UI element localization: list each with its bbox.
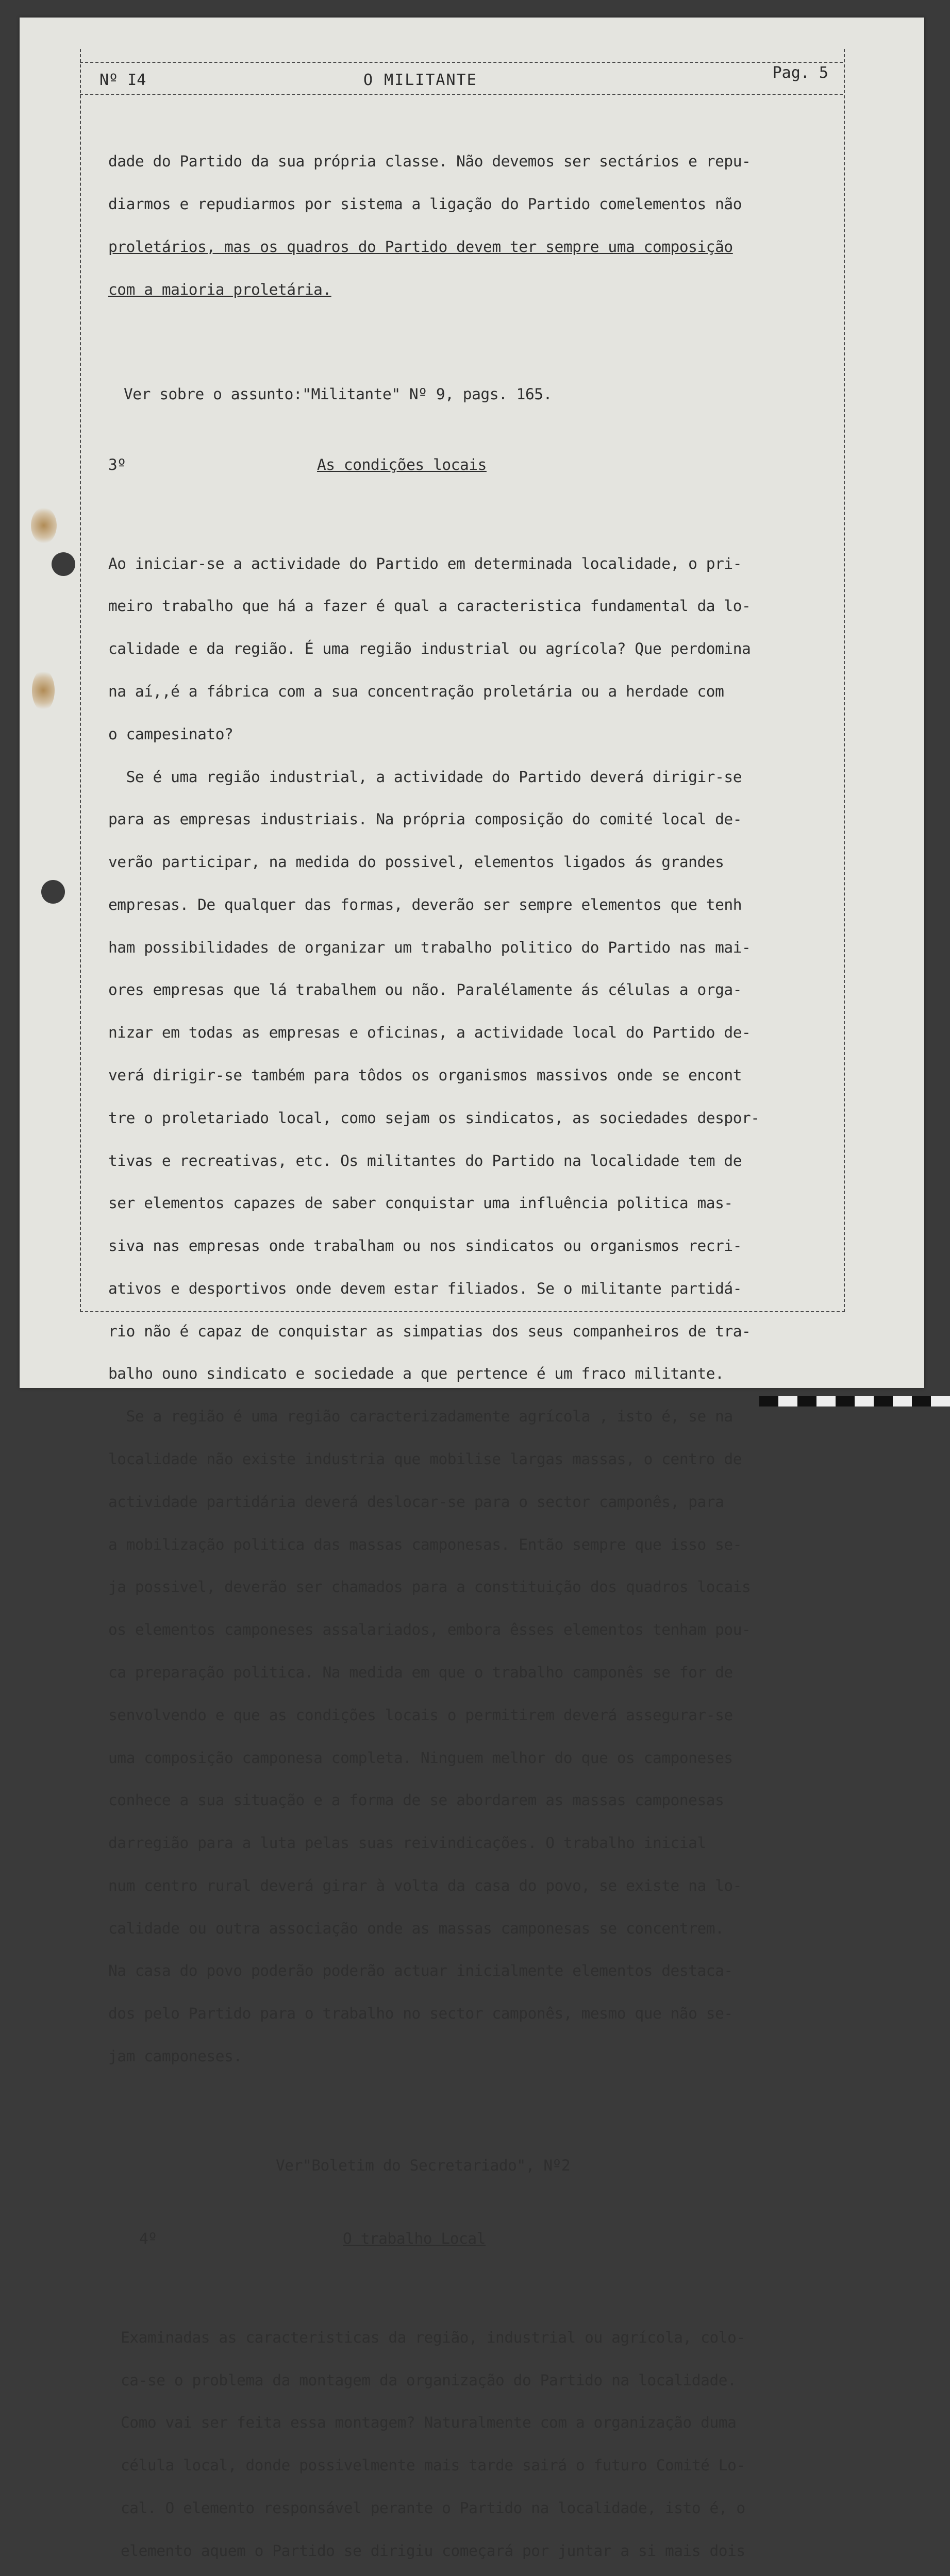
text-line: na aí,,é a fábrica com a sua concentração proletária ou a herdade com [108,682,724,700]
text-line: Ao iniciar-se a actividade do Partido em determinada localidade, o pri- [108,554,742,572]
text-line: dade do Partido da sua própria classe. Não devemos ser sectários e repu- [108,152,751,171]
text-line: Se é uma região industrial, a actividade do Partido deverá dirigir-se [108,768,742,786]
section-heading [108,2226,851,2250]
text-line: para as empresas industriais. Na própria composição do comité local de- [108,810,742,828]
text-line: verão participar, na medida do possivel, elementos ligados ás grandes [108,853,724,871]
text-line: célula local, donde possivelmente mais tarde sairá o futuro Comité Lo- [121,2456,745,2475]
section-title: O trabalho Local [343,2229,486,2247]
reference-note: Ver sobre o assunto:"Militante" Nº 9, pags. 165. [124,385,552,403]
page-header [80,62,843,95]
text-line: os elementos camponeses assalariados, embora êsses elementos tenham pou- [108,1621,751,1639]
text-line: actividade partidária deverá deslocar-se para o sector camponês, para [108,1493,724,1511]
text-line: balho ouno sindicato e sociedade a que pertence é um fraco militante. [108,1365,724,1383]
text-line: o campesinato? [108,725,234,743]
text-line: verá dirigir-se também para tôdos os organismos massivos onde se encont [108,1066,742,1084]
text-line: ca preparação politica. Na medida em que o trabalho camponês se for de [108,1663,733,1681]
text-line: com a maioria proletária. [108,280,331,298]
rust-stain [32,670,55,711]
text-line: empresas. De qualquer das formas, deverão ser sempre elementos que tenh [108,895,742,913]
publication-title: O MILITANTE [363,71,477,89]
text-line: num centro rural deverá girar à volta da casa do povo, se existe na lo- [108,1876,742,1894]
text-line: rio não é capaz de conquistar as simpatias dos seus companheiros de tra- [108,1322,751,1340]
section-number: 3º [108,455,126,473]
text-line: tre o proletariado local, como sejam os sindicatos, as sociedades despor- [108,1109,760,1127]
page-number: Pag. 5 [772,64,828,82]
text-line: dos pelo Partido para o trabalho no sector camponês, mesmo que não se- [108,2005,733,2023]
text-line: nizar em todas as empresas e oficinas, a actividade local do Partido de- [108,1024,751,1042]
text-line: a mobilização politica das massas camponesas. Então sempre que isso se- [108,1535,742,1553]
section-title: As condições locais [317,455,487,473]
punch-hole [41,880,65,904]
text-line: tivas e recreativas, etc. Os militantes do Partido na localidade tem de [108,1151,742,1170]
text-line: jam camponeses. [108,2047,242,2065]
text-line: proletários, mas os quadros do Partido devem ter sempre uma composição [108,238,733,256]
text-line: calidade ou outra associação onde as massas camponesas se concentrem. [108,1919,724,1937]
text-line: ativos e desportivos onde devem estar filiados. Se o militante partidá- [108,1279,742,1297]
text-line: Se a região é uma região caracterizadamente agrícola , isto é, se na [108,1408,733,1426]
text-line: ham possibilidades de organizar um trabalho politico do Partido nas mai- [108,938,751,956]
text-line: ja possivel, deverão ser chamados para a constituição dos quadros locais [108,1578,751,1596]
rust-stain [31,507,57,544]
section-3-body [108,528,851,2092]
text-line: localidade não existe industria que mobilise largas massas, o centro de [108,1450,742,1468]
text-line: elemento aquem o Partido se dirigiu começará por juntar a si mais dois [121,2541,745,2560]
text-line: meiro trabalho que há a fazer é qual a caracteristica fundamental da lo- [108,597,751,615]
scale-bar [759,1396,950,1406]
text-line: Como vai ser feita essa montagem? Naturalmente com a organização duma [121,2414,737,2432]
text-line: siva nas empresas onde trabalham ou nos sindicatos ou organismos recri- [108,1237,742,1255]
punch-hole [52,552,75,576]
text-line: conhece a sua situação e a forma de se abordarem as massas camponesas [108,1791,724,1809]
document-body [108,98,851,2576]
text-line: calidade e da região. É uma região industrial ou agrícola? Que perdomina [108,640,751,658]
text-line: ser elementos capazes de saber conquistar uma influência politica mas- [108,1194,733,1212]
text-line: diarmos e repudiarmos por sistema a ligação do Partido comelementos não [108,195,742,213]
section-4-body [108,2302,851,2576]
section-heading [108,452,851,477]
reference-note: Ver"Boletim do Secretariado", Nº2 [276,2156,571,2174]
text-line: darregião para a luta pelas suas reivindicações. O trabalho inicial [108,1834,706,1852]
intro-paragraph [108,126,851,325]
issue-number: Nº I4 [99,71,146,89]
text-line: senvolvendo e que as condições locais o permitirem deverá assegurar-se [108,1706,733,1724]
text-line: ores empresas que lá trabalhem ou não. Paralélamente ás células a orga- [108,981,742,999]
text-line: cal. O elemento responsável perante o Partido na localidade, isto é, o [121,2499,745,2517]
text-line: ca-se o problema da montagem da organização do Partido na localidade. [121,2371,737,2389]
text-line: uma composição camponesa completa. Ninguem melhor do que os camponeses [108,1749,733,1767]
text-line: Examinadas as caracteristicas da região, industrial ou agrícola, colo- [121,2328,745,2346]
text-line: Na casa do povo poderão poderão actuar inicialmente elementos destaca- [108,1962,733,1980]
section-number: 4º [139,2229,157,2247]
